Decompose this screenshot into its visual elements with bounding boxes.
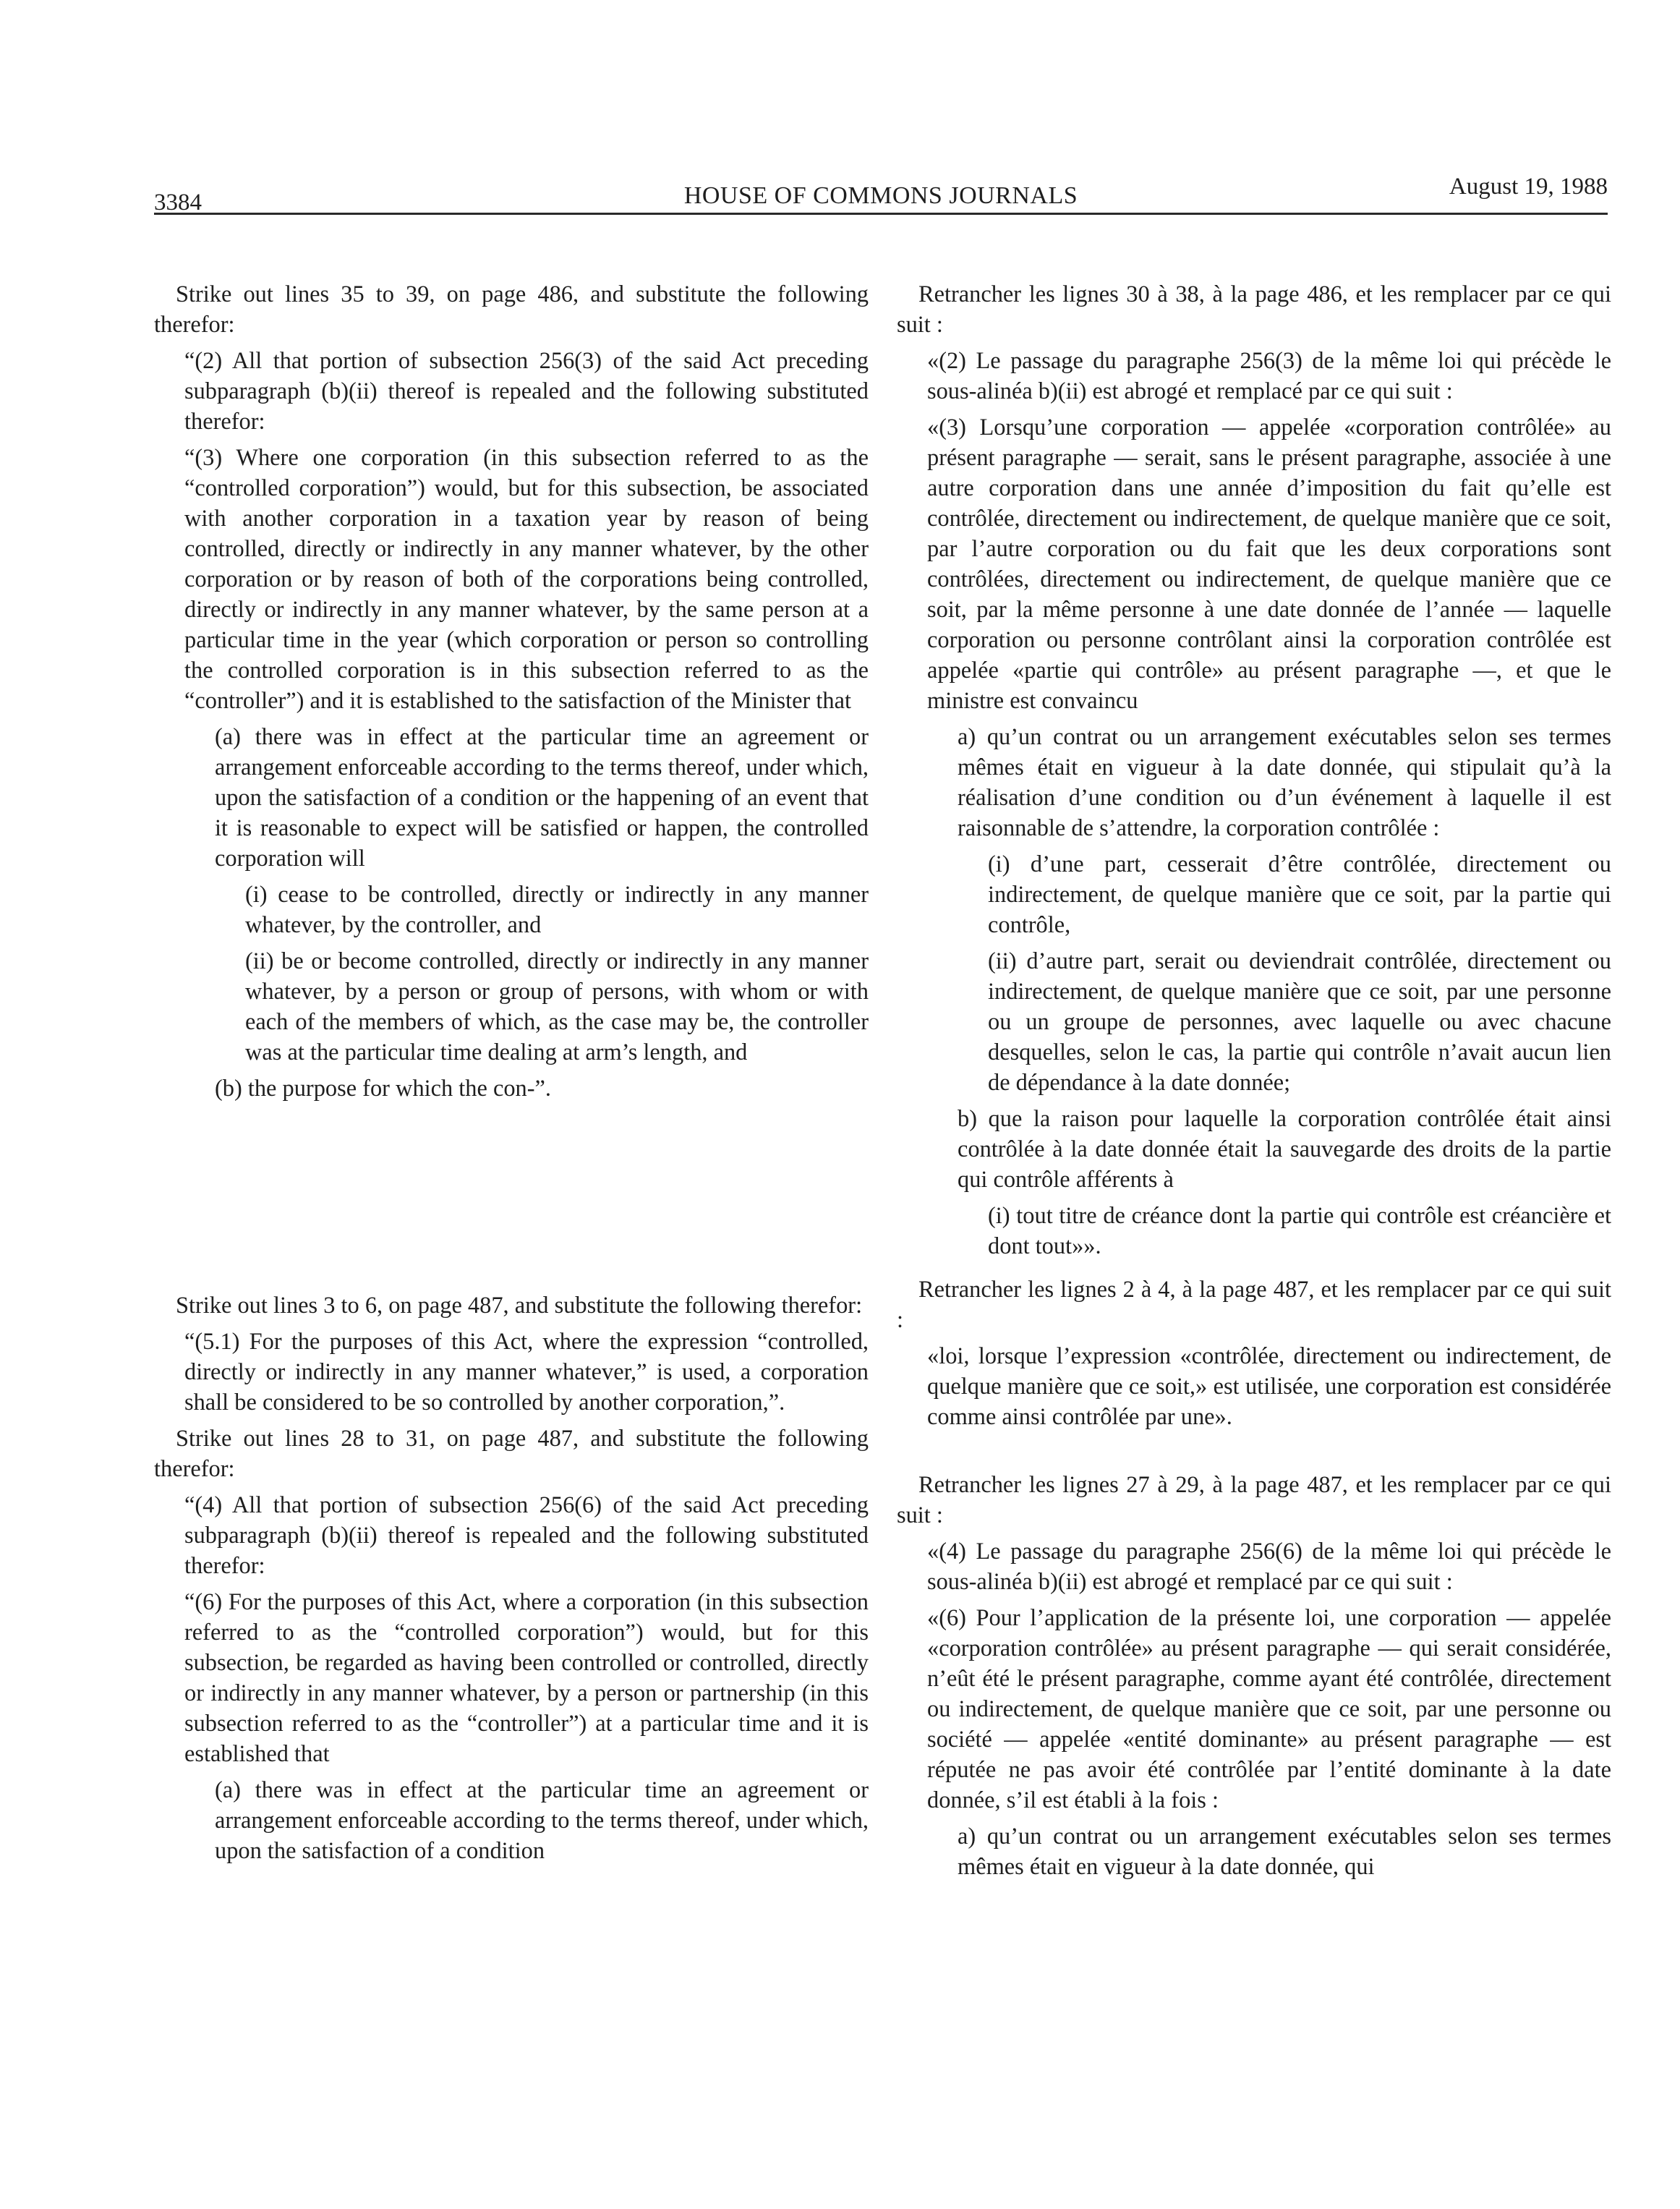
quoted-text: “(6) For the purposes of this Act, where a corporation (in this subsection referred to as the “controlled corporation”) would, but for this subsection, be regarded as having been controlled or controlled, directly or indirectly in any manner whatever, by a person or partnership (in this subsection referred to as the “controller”) at a particular time and it is established that [184,1589,869,1767]
quoted-text: “(5.1) For the purposes of this Act, where the expression “controlled, directly or indirectly in any manner whatever,” is used, a corporation shall be considered to be so controlled by another corporation,”. [184,1329,869,1416]
quoted-text: «loi, lorsque l’expression «contrôlée, directement ou indirectement, de quelque manière que ce soit,» est utilisée, une corporation est considérée comme ainsi contrôlée par une». [927,1343,1611,1430]
quoted-text: “(4) All that portion of subsection 256(6) of the said Act preceding subparagraph (b)(ii) thereof is repealed and the following substituted therefor: [184,1492,869,1579]
quoted-text: «(3) Lorsqu’une corporation — appelée «corporation contrôlée» au présent paragraphe — serait, sans le présent paragraphe, associée à une autre corporation dans une année d’imposition du fait qu’elle est contrôlée, directement ou indirectement, de quelque manière que ce soit, par l’autre corporation ou du fait que les deux corporations sont contrôlées, directement ou indirectement, de quelque manière que ce soit, par la même personne à une date donnée de l’année — laquelle corporation ou personne contrôlant ainsi la corporation contrôlée est appelée «partie qui contrôle» au présent paragraphe —, et que le ministre est convaincu [927,414,1611,714]
quoted-text: “(2) All that portion of subsection 256(3) of the said Act preceding subparagraph (b)(ii) thereof is repealed and the following substituted therefor: [184,348,869,435]
subparagraph-item: (i) d’une part, cesserait d’être contrôlée, directement ou indirectement, de quelque manière que ce soit, par la partie qui contrôle, [988,851,1611,938]
paragraph-item: b) que la raison pour laquelle la corporation contrôlée était ainsi contrôlée à la date donnée était la sauvegarde des droits de la partie qui contrôle afférents à [958,1106,1611,1193]
subparagraph-item: (i) cease to be controlled, directly or indirectly in any manner whatever, by the controller, and [245,882,869,938]
quoted-text: «(4) Le passage du paragraphe 256(6) de la même loi qui précède le sous-alinéa b)(ii) est abrogé et remplacé par ce qui suit : [927,1538,1611,1595]
subparagraph-item: (i) tout titre de créance dont la partie qui contrôle est créancière et dont tout»». [988,1203,1611,1259]
amendment-instruction: Strike out lines 28 to 31, on page 487, and substitute the following therefor: [154,1426,869,1482]
amendment-instruction: Strike out lines 35 to 39, on page 486, and substitute the following therefor: [154,281,869,338]
amendment-instruction: Retrancher les lignes 30 à 38, à la page 486, et les remplacer par ce qui suit : [897,281,1611,338]
amendment-instruction: Retrancher les lignes 27 à 29, à la page 487, et les remplacer par ce qui suit : [897,1472,1611,1528]
paragraph-item: (a) there was in effect at the particular time an agreement or arrangement enforceable according to the terms thereof, under which, upon the satisfaction of a condition [215,1777,869,1864]
subparagraph-item: (ii) be or become controlled, directly or indirectly in any manner whatever, by a person or group of persons, with whom or with each of the members of which, as the case may be, the controller was at the particular time dealing at arm’s length, and [245,948,869,1065]
subparagraph-item: (ii) d’autre part, serait ou deviendrait contrôlée, directement ou indirectement, de quelque manière que ce soit, par une personne ou un groupe de personnes, avec laquelle ou avec chacune desquelles, selon le cas, la partie qui contrôle n’avait aucun lien de dépendance à la date donnée; [988,948,1611,1096]
page-number: 3384 [154,190,202,216]
header-date: August 19, 1988 [1449,174,1608,200]
paragraph-item: (a) there was in effect at the particular time an agreement or arrangement enforceable according to the terms thereof, under which, upon the satisfaction of a condition or the happening of an event that it is reasonable to expect will be satisfied or happen, the controlled corporation will [215,724,869,872]
quoted-text: «(6) Pour l’application de la présente loi, une corporation — appelée «corporation contrôlée» au présent paragraphe — qui serait considérée, n’eût été le présent paragraphe, comme ayant été contrôlée, directement ou indirectement, de quelque manière que ce soit, par une personne ou société — appelée «entité dominante» au présent paragraphe — est réputée ne pas avoir été contrôlée par l’entité dominante à la date donnée, s’il est établi à la fois : [927,1605,1611,1813]
paragraph-item: (b) the purpose for which the con-”. [215,1076,551,1102]
quoted-text: “(3) Where one corporation (in this subsection referred to as the “controlled corporation”) would, but for this subsection, be associated with another corporation in a taxation year by reason of being controlled, directly or indirectly in any manner whatever, by the other corporation or by reason of both of the corporations being controlled, directly or indirectly in any manner whatever, by the same person at a particular time in the year (which corporation or person so controlling the controlled corporation is in this subsection referred to as the “controller”) and it is established to the satisfaction of the Minister that [184,445,869,714]
amendment-instruction: Retrancher les lignes 2 à 4, à la page 487, et les remplacer par ce qui suit : [897,1277,1611,1333]
paragraph-item: a) qu’un contrat ou un arrangement exécutables selon ses termes mêmes était en vigueur à la date donnée, qui [958,1823,1611,1880]
english-column [154,279,869,1872]
french-column [897,279,1611,1888]
page-header [154,169,1608,215]
paragraph-item: a) qu’un contrat ou un arrangement exécutables selon ses termes mêmes était en vigueur à la date donnée, qui stipulait qu’à la réalisation d’une condition ou d’un événement à laquelle il est raisonnable de s’attendre, la corporation contrôlée : [958,724,1611,841]
quoted-text: «(2) Le passage du paragraphe 256(3) de la même loi qui précède le sous-alinéa b)(ii) est abrogé et remplacé par ce qui suit : [927,348,1611,404]
amendment-instruction: Strike out lines 3 to 6, on page 487, and substitute the following therefor: [176,1293,863,1319]
journal-title: HOUSE OF COMMONS JOURNALS [683,182,1078,209]
